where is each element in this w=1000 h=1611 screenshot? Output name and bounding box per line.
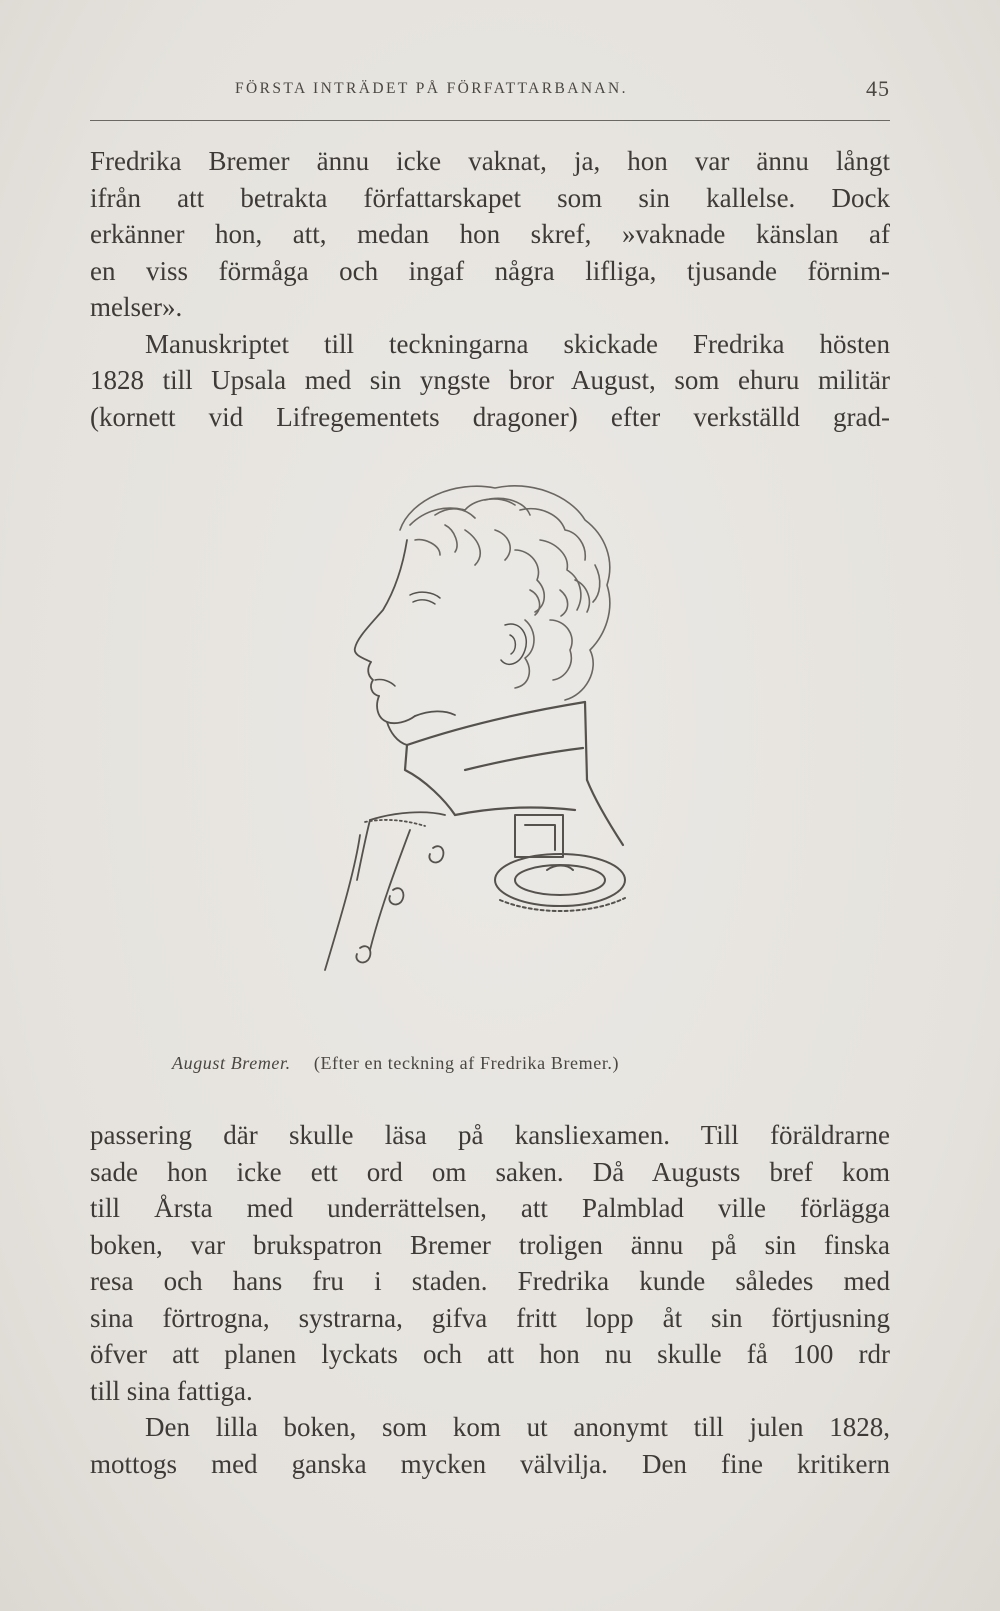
caption-name: August Bremer. [172,1053,291,1073]
text-line: (kornett vid Lifregementets dragoner) efter verkställd grad- [90,401,890,432]
page-number: 45 [866,76,890,101]
text-line: sade hon icke ett ord om saken. Då Augusts bref kom [90,1156,890,1187]
body-text-bottom [90,1117,890,1482]
body-text-top [90,143,890,435]
text-line: boken, var brukspatron Bremer troligen ännu på sin finska [90,1229,890,1260]
text-line: mottogs med ganska mycken välvilja. Den fine kritikern [90,1448,890,1479]
figure-caption [172,1053,619,1074]
caption-source: (Efter en teckning af Fredrika Bremer.) [313,1053,620,1073]
text-line: erkänner hon, att, medan hon skref, »vaknade känslan af [90,219,890,249]
text-line: passering där skulle läsa på kansliexamen. Till föräldrarne [90,1120,890,1150]
text-line: resa och hans fru i staden. Fredrika kunde således med [90,1266,890,1296]
text-line: Den lilla boken, som kom ut anonymt till julen 1828, [145,1412,890,1442]
text-line: till sina fattiga. [90,1375,253,1406]
text-line: Fredrika Bremer ännu icke vaknat, ja, hon var ännu långt [90,146,890,176]
text-line: sina förtrogna, systrarna, gifva fritt lopp åt sin förtjusning [90,1302,890,1333]
text-line: melser». [90,292,183,322]
text-line: öfver att planen lyckats och att hon nu skulle få 100 rdr [90,1339,890,1369]
running-head [90,76,890,110]
header-rule [90,120,890,121]
text-line: Manuskriptet till teckningarna skickade Fredrika hösten [145,328,890,359]
running-title: FÖRSTA INTRÄDET PÅ FÖRFATTARBANAN. [235,80,628,97]
text-line: 1828 till Upsala med sin yngste bror August, som ehuru militär [90,365,890,395]
text-line: ifrån att betrakta författarskapet som sin kallelse. Dock [90,182,890,213]
portrait-sketch-icon [315,470,655,1030]
text-line: till Årsta med underrättelsen, att Palmblad ville förlägga [90,1193,890,1223]
text-line: en viss förmåga och ingaf några lifliga, tjusande förnim- [90,255,890,286]
